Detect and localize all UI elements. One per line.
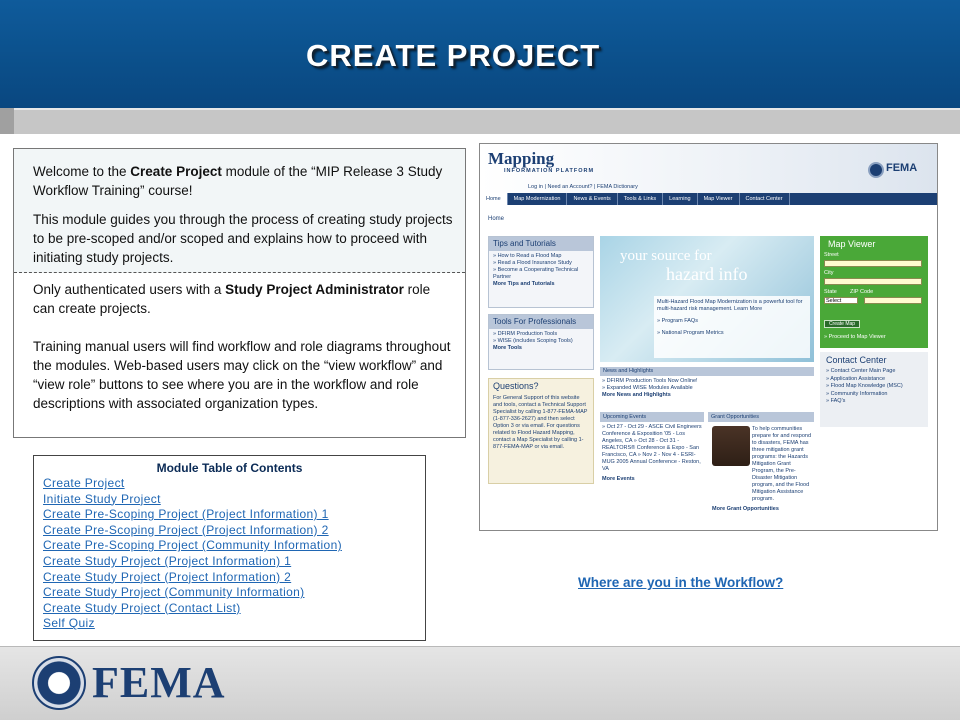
questions-title: Questions? xyxy=(493,381,539,391)
contact-link[interactable]: » Community Information xyxy=(826,390,888,397)
toc-link-study-contact-list[interactable]: Create Study Project (Contact List) xyxy=(43,600,241,615)
grants-more-link[interactable]: More Grant Opportunities xyxy=(712,506,779,512)
tools-panel-body xyxy=(489,329,593,354)
news-body xyxy=(602,378,812,399)
slide-header xyxy=(0,0,960,108)
contact-link[interactable]: » Contact Center Main Page xyxy=(826,368,896,374)
nav-map-modernization[interactable]: Map Modernization xyxy=(508,193,568,205)
toc-list xyxy=(43,476,342,632)
mapping-logo: Mapping xyxy=(488,149,555,168)
questions-body: For General Support of this website and tools, contact a Technical Support Specialist by calling 1-877-FEMA-MAP (1-877-336-2627) and then select Option 3 or via email. For questions related to Flood Hazard Mapping, contact a Map Specialist by calling 1-877-FEMA-MAP or via email. xyxy=(493,395,588,450)
toc-link-prescoping-project-info-2[interactable]: Create Pre-Scoping Project (Project Information) 2 xyxy=(43,522,329,537)
nav-tools-links[interactable]: Tools & Links xyxy=(618,193,663,205)
grants-title: Grant Opportunities xyxy=(708,412,814,422)
hero-info-box xyxy=(654,296,810,358)
login-bar[interactable]: Log in | Need an Account? | FEMA Dictionary xyxy=(528,184,638,190)
workflow-link[interactable]: Where are you in the Workflow? xyxy=(578,575,784,590)
toc-link-self-quiz[interactable]: Self Quiz xyxy=(43,616,95,631)
grants-text: To help communities prepare for and respond to disasters, FEMA has three mitigation grant programs: the Hazards Mitigation Grant Program, the Pre-Disaster Mitigation program, and the Flood Mitigation Assistance program. xyxy=(752,426,812,502)
mip-nav-bar xyxy=(480,193,937,205)
toc-link-initiate-study-project[interactable]: Initiate Study Project xyxy=(43,491,161,506)
intro-welcome-text xyxy=(33,162,453,200)
hero-metrics-link[interactable]: » National Program Metrics xyxy=(657,330,724,336)
header-divider-accent xyxy=(0,108,14,134)
toc-link-prescoping-project-info-1[interactable]: Create Pre-Scoping Project (Project Information) 1 xyxy=(43,507,329,522)
events-title: Upcoming Events xyxy=(600,412,704,422)
tools-panel-title: Tools For Professionals xyxy=(489,315,593,329)
map-viewer-panel xyxy=(820,236,928,348)
contact-center-panel xyxy=(820,352,928,427)
hero-banner xyxy=(600,236,814,362)
nav-news-events[interactable]: News & Events xyxy=(567,193,617,205)
toc-link-study-project-info-1[interactable]: Create Study Project (Project Information) 1 xyxy=(43,553,292,568)
dhs-seal-icon xyxy=(32,656,86,710)
page-title: CREATE PROJECT xyxy=(306,38,601,73)
tips-panel-title: Tips and Tutorials xyxy=(489,237,593,251)
intro-role-note xyxy=(33,280,453,318)
toc-item xyxy=(43,585,342,601)
contact-link[interactable]: » FAQ's xyxy=(826,398,846,404)
intro-role-post: role can create projects. xyxy=(33,282,431,316)
contact-link[interactable]: » Flood Map Knowledge (MSC) xyxy=(826,383,903,389)
intro-role-name: Study Project Administrator xyxy=(225,282,404,297)
toc-item xyxy=(43,601,342,617)
tips-more-link[interactable]: More Tips and Tutorials xyxy=(493,281,555,287)
breadcrumb-home[interactable]: Home xyxy=(488,216,505,222)
contact-center-title: Contact Center xyxy=(826,355,887,365)
intro-welcome-post: module of the “MIP Release 3 Study Workflow Training” course! xyxy=(33,164,443,198)
news-link[interactable]: » Expanded WISE Modules Available xyxy=(602,385,693,391)
city-input[interactable] xyxy=(824,278,922,285)
toc-item xyxy=(43,616,342,632)
zip-input[interactable] xyxy=(864,297,922,304)
toc-item xyxy=(43,492,342,508)
state-select[interactable]: Select xyxy=(824,297,858,304)
events-list[interactable]: » Oct 27 - Oct 29 - ASCE Civil Engineers Conference & Exposition '05 - Los Angeles, CA » Oct 28 - Oct 31 - REALTORS® Conference & Expo - San Francisco, CA » Nov 2 - Nov 4 - ESRI-MUG 2005 Annual Conference - Reston, VA xyxy=(602,424,702,472)
tips-link[interactable]: » Read a Flood Insurance Study xyxy=(493,260,572,266)
tips-link[interactable]: » Become a Cooperating Technical Partner xyxy=(493,267,579,280)
toc-link-create-project[interactable]: Create Project xyxy=(43,476,125,490)
fema-logo: FEMA xyxy=(886,162,918,174)
toc-item xyxy=(43,570,342,586)
intro-welcome-pre: Welcome to the xyxy=(33,164,131,179)
city-label: City xyxy=(824,270,834,276)
tools-more-link[interactable]: More Tools xyxy=(493,345,522,351)
tools-link[interactable]: » DFIRM Production Tools xyxy=(493,331,558,337)
questions-panel xyxy=(488,378,594,484)
zip-label: ZIP Code xyxy=(850,289,874,295)
toc-link-prescoping-community-info[interactable]: Create Pre-Scoping Project (Community Information) xyxy=(43,538,342,553)
dhs-seal-icon xyxy=(868,162,884,178)
toc-item xyxy=(43,554,342,570)
tools-panel xyxy=(488,314,594,370)
toc-title: Module Table of Contents xyxy=(156,461,303,475)
grants-body xyxy=(712,426,812,513)
intro-role-pre: Only authenticated users with a xyxy=(33,282,226,297)
toc-link-study-project-info-2[interactable]: Create Study Project (Project Information) 2 xyxy=(43,569,292,584)
create-map-button[interactable]: Create Map xyxy=(824,320,860,328)
nav-contact-center[interactable]: Contact Center xyxy=(740,193,790,205)
street-input[interactable] xyxy=(824,260,922,267)
mip-website-screenshot xyxy=(479,143,938,531)
toc-item xyxy=(43,523,342,539)
toc-item xyxy=(43,507,342,523)
news-more-link[interactable]: More News and Highlights xyxy=(602,392,671,398)
state-label: State xyxy=(824,289,837,295)
header-divider-band xyxy=(0,108,960,134)
nav-home[interactable]: Home xyxy=(480,193,508,205)
news-link[interactable]: » DFIRM Production Tools Now Online! xyxy=(602,378,698,384)
intro-description: This module guides you through the process of creating study projects to be pre-scoped and/or scoped and explains how to proceed with initiating study projects. xyxy=(33,212,453,265)
hero-line-2: hazard info xyxy=(666,264,748,284)
toc-item xyxy=(43,476,342,492)
street-label: Street xyxy=(824,252,839,258)
events-more-link[interactable]: More Events xyxy=(602,476,635,482)
toc-link-study-community-info[interactable]: Create Study Project (Community Information) xyxy=(43,585,305,600)
contact-link[interactable]: » Application Assistance xyxy=(826,375,886,382)
tips-panel xyxy=(488,236,594,308)
hero-faq-link[interactable]: » Program FAQs xyxy=(657,318,698,324)
tips-link[interactable]: » How to Read a Flood Map xyxy=(493,253,562,259)
tools-link[interactable]: » WISE (includes Scoping Tools) xyxy=(493,338,573,344)
hero-line-1: your source for xyxy=(620,248,712,264)
hero-info-text: Multi-Hazard Flood Map Modernization is a powerful tool for multi-hazard risk management. Learn More xyxy=(657,299,803,312)
intro-module-name: Create Project xyxy=(130,164,222,179)
nav-learning[interactable]: Learning xyxy=(663,193,697,205)
toc-item xyxy=(43,538,342,554)
proceed-to-map-viewer-link[interactable]: » Proceed to Map Viewer xyxy=(824,334,886,340)
contact-center-links xyxy=(820,368,928,406)
intro-panel xyxy=(13,148,466,438)
tips-panel-body xyxy=(489,251,593,290)
module-table-of-contents xyxy=(33,455,426,641)
nav-map-viewer[interactable]: Map Viewer xyxy=(698,193,740,205)
mapping-logo-subtitle: INFORMATION PLATFORM xyxy=(504,168,595,174)
events-body xyxy=(602,424,702,483)
news-title: News and Highlights xyxy=(600,367,814,376)
map-viewer-title: Map Viewer xyxy=(828,239,876,249)
intro-training-note: Training manual users will find workflow and role diagrams throughout the modules. Web-based users may click on the “view workflow” and “view role” buttons to see where you are in the workflow and role descriptions with associated organization types. xyxy=(33,339,451,411)
footer-fema-logo: FEMA xyxy=(92,658,226,707)
